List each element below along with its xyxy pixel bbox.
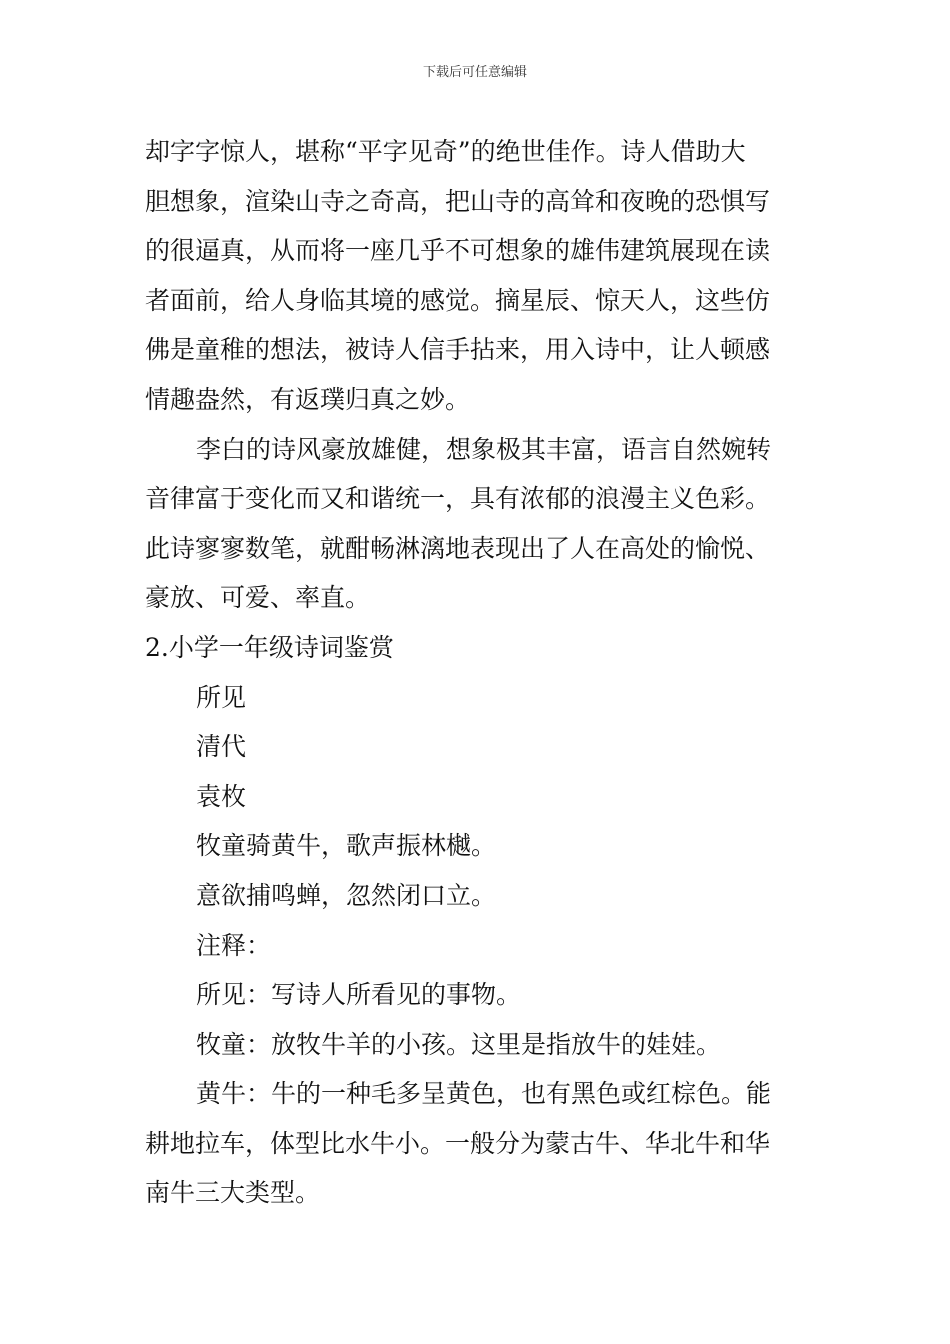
section-heading: 2.小学一年级诗词鉴赏 [145, 632, 394, 662]
paragraph-line: 者面前，给人身临其境的感觉。摘星辰、惊天人，这些仿 [145, 285, 771, 315]
paragraph-line: 李白的诗风豪放雄健，想象极其丰富，语言自然婉转 [196, 434, 772, 464]
paragraph-line: 胆想象，渲染山寺之奇高，把山寺的高耸和夜晚的恐惧写 [145, 186, 771, 216]
note-item: 所见：写诗人所看见的事物。 [196, 980, 522, 1010]
note-item-continuation: 耕地拉车，体型比水牛小。一般分为蒙古牛、华北牛和华 [145, 1128, 771, 1158]
poem-author: 袁枚 [196, 781, 247, 811]
poem-title: 所见 [196, 682, 247, 712]
paragraph-line: 的很逼真，从而将一座几乎不可想象的雄伟建筑展现在读 [145, 236, 771, 266]
section-2 [145, 623, 815, 1218]
paragraph-line: 此诗寥寥数笔，就酣畅淋漓地表现出了人在高处的愉悦、 [145, 533, 771, 563]
note-item: 黄牛：牛的一种毛多呈黄色，也有黑色或红棕色。能 [196, 1079, 772, 1109]
paragraph-line: 豪放、可爱、率直。 [145, 583, 371, 613]
notes-label: 注释： [196, 930, 272, 960]
paragraph-line: 却字字惊人，堪称“平字见奇”的绝世佳作。诗人借助大 [145, 137, 746, 166]
note-item-continuation: 南牛三大类型。 [145, 1178, 321, 1208]
page-header-note: 下载后可任意编辑 [422, 65, 527, 80]
poem-dynasty: 清代 [196, 732, 247, 762]
poem-line: 意欲捕鸣蝉，忽然闭口立。 [196, 880, 497, 910]
paragraph-2 [145, 425, 815, 623]
paragraph-line: 音律富于变化而又和谐统一，具有浓郁的浪漫主义色彩。 [145, 484, 771, 514]
note-item: 牧童：放牧牛羊的小孩。这里是指放牛的娃娃。 [196, 1029, 722, 1059]
paragraph-line: 情趣盎然，有返璞归真之妙。 [145, 384, 471, 414]
paragraph-1 [145, 127, 815, 425]
poem-line: 牧童骑黄牛，歌声振林樾。 [196, 831, 497, 861]
paragraph-line: 佛是童稚的想法，被诗人信手拈来，用入诗中，让人顿感 [145, 335, 771, 365]
document-body [145, 127, 815, 1218]
